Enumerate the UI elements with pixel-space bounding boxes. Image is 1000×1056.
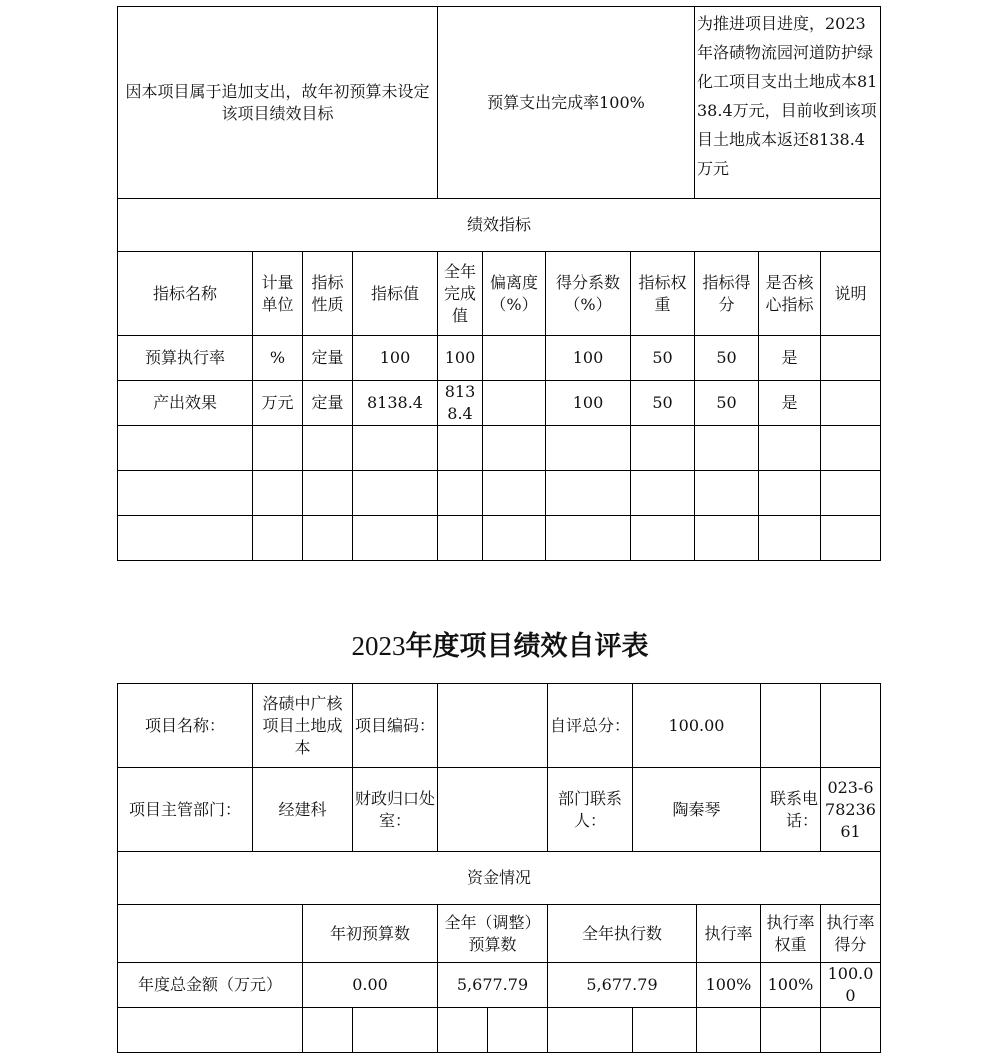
project-name-value: 洛碛中广核项目土地成本 (253, 684, 353, 768)
table-cell: 产出效果 (118, 381, 253, 426)
total-amount-label: 年度总金额（万元） (118, 963, 303, 1008)
col-header: 执行率得分 (821, 905, 881, 963)
indicators-section-title: 绩效指标 (118, 199, 881, 252)
empty-row (118, 1008, 881, 1053)
col-header: 指标得分 (695, 252, 759, 336)
self-evaluation-table (117, 683, 881, 1053)
title-text: 年度项目绩效自评表 (405, 631, 649, 662)
col-header: 偏离度（%） (483, 252, 546, 336)
finance-office-value (438, 768, 548, 852)
col-header: 说明 (821, 252, 881, 336)
col-header: 得分系数（%） (546, 252, 631, 336)
contact-value: 陶秦琴 (633, 768, 761, 852)
department-row (118, 768, 881, 852)
table-cell: 5,677.79 (438, 963, 548, 1008)
table-cell: 8138.4 (438, 381, 483, 426)
self-score-label: 自评总分： (548, 684, 633, 768)
table-cell: 定量 (303, 381, 353, 426)
title-year: 2023 (351, 631, 406, 661)
col-header: 是否核心指标 (759, 252, 821, 336)
table-cell: 100 (546, 336, 631, 381)
table-cell: 50 (631, 381, 695, 426)
table-cell: 5,677.79 (548, 963, 697, 1008)
table-cell: 万元 (253, 381, 303, 426)
table-cell: 100% (697, 963, 761, 1008)
indicator-header-row (118, 252, 881, 336)
table-row (118, 336, 881, 381)
table-cell: 100% (761, 963, 821, 1008)
funds-section-title: 资金情况 (118, 852, 881, 905)
funds-header-row (118, 905, 881, 963)
dept-label: 项目主管部门： (118, 768, 253, 852)
col-header: 年初预算数 (303, 905, 438, 963)
col-header: 指标权重 (631, 252, 695, 336)
col-header: 全年完成值 (438, 252, 483, 336)
dept-value: 经建科 (253, 768, 353, 852)
col-header: 计量单位 (253, 252, 303, 336)
table-cell (821, 381, 881, 426)
table-cell: 50 (631, 336, 695, 381)
empty-row (118, 516, 881, 561)
table-cell (483, 381, 546, 426)
contact-label: 部门联系人： (548, 768, 633, 852)
table-cell (821, 336, 881, 381)
col-header: 全年执行数 (548, 905, 697, 963)
table-cell: 是 (759, 381, 821, 426)
explanation-cell: 为推进项目进度，2023年洛碛物流园河道防护绿化工项目支出土地成本8138.4万元，目前收到该项目土地成本返还8138.4万元 (695, 7, 881, 199)
project-name-label: 项目名称： (118, 684, 253, 768)
table-row (118, 963, 881, 1008)
table-cell: 50 (695, 336, 759, 381)
table-cell: 50 (695, 381, 759, 426)
table-cell: 预算执行率 (118, 336, 253, 381)
phone-label: 联系电话： (761, 768, 821, 852)
table-cell: % (253, 336, 303, 381)
performance-indicator-table (117, 6, 881, 561)
annual-target-cell: 因本项目属于追加支出，故年初预算未设定该项目绩效目标 (118, 7, 438, 199)
table-cell: 100.00 (821, 963, 881, 1008)
table-cell: 是 (759, 336, 821, 381)
empty-row (118, 471, 881, 516)
table-cell (483, 336, 546, 381)
table-cell: 定量 (303, 336, 353, 381)
col-header: 执行率 (697, 905, 761, 963)
table-cell: 100 (546, 381, 631, 426)
empty-row (118, 426, 881, 471)
col-header: 全年（调整）预算数 (438, 905, 548, 963)
project-code-label: 项目编码： (353, 684, 438, 768)
self-score-value: 100.00 (633, 684, 761, 768)
col-header: 执行率权重 (761, 905, 821, 963)
col-header: 指标值 (353, 252, 438, 336)
col-header: 指标性质 (303, 252, 353, 336)
project-info-row (118, 684, 881, 768)
page-title (0, 628, 1000, 665)
table-cell: 100 (353, 336, 438, 381)
phone-value: 023-67823661 (821, 768, 881, 852)
target-row (118, 7, 881, 199)
table-cell: 8138.4 (353, 381, 438, 426)
table-cell: 100 (438, 336, 483, 381)
table-cell: 0.00 (303, 963, 438, 1008)
project-code-value (438, 684, 548, 768)
col-header: 指标名称 (118, 252, 253, 336)
finance-office-label: 财政归口处室： (353, 768, 438, 852)
actual-result-cell: 预算支出完成率100% (438, 7, 695, 199)
table-row (118, 381, 881, 426)
